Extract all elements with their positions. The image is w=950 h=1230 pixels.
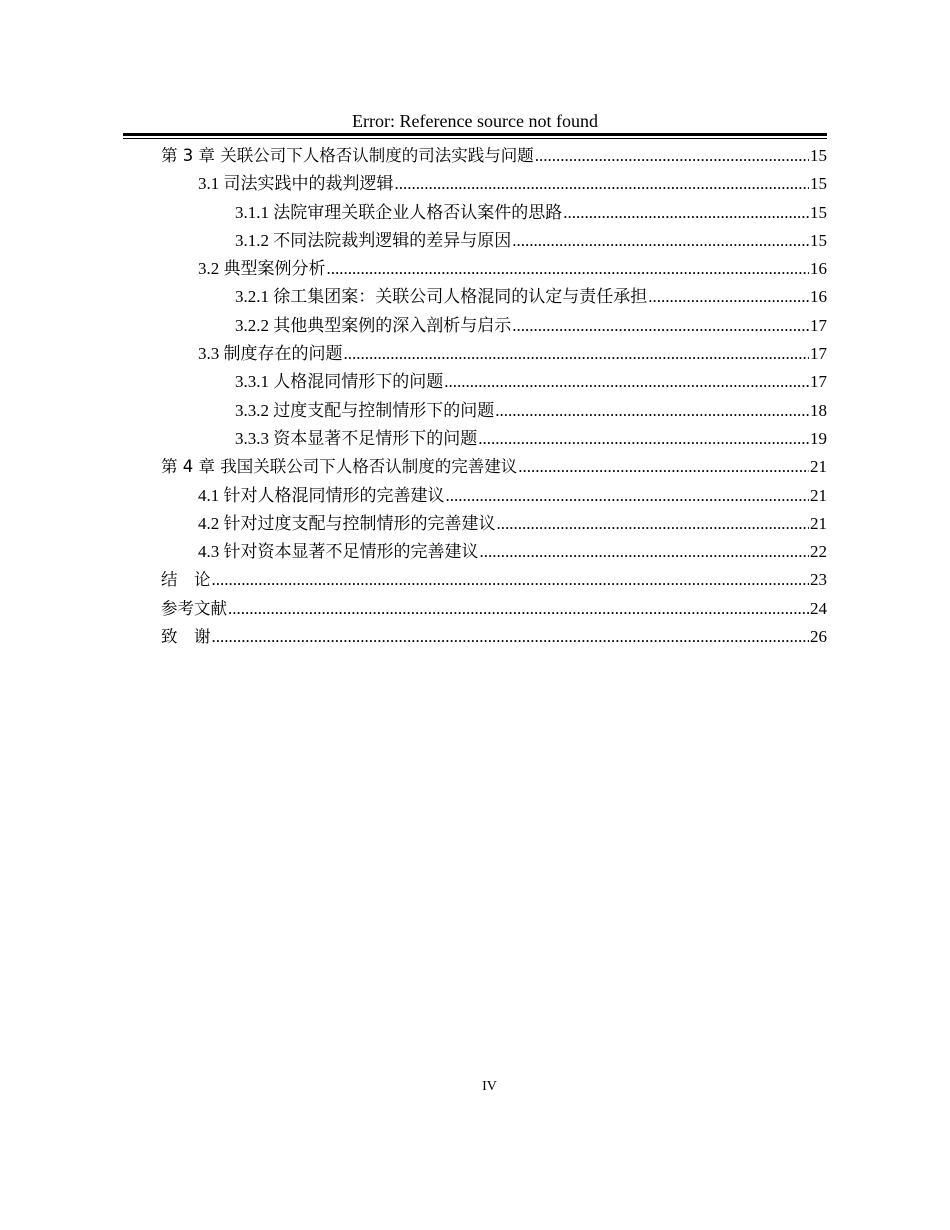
toc-entry-page: 21 [810, 485, 827, 505]
toc-entry-page: 15 [810, 174, 827, 194]
header-rule-thick [123, 133, 827, 136]
toc-entry[interactable] [161, 510, 827, 538]
toc-entry-title: 3.2.2 其他典型案例的深入剖析与启示 [235, 315, 512, 335]
toc-dot-leader [518, 453, 809, 481]
toc-entry-title: 3.3.3 资本显著不足情形下的问题 [235, 428, 478, 448]
toc-dot-leader [480, 538, 810, 566]
toc-entry-title: 结 论 [161, 570, 211, 590]
toc-dot-leader [495, 397, 809, 425]
toc-entry-title: 3.2.1 徐工集团案：关联公司人格混同的认定与责任承担 [235, 287, 648, 307]
toc-entry-page: 15 [810, 146, 827, 165]
toc-entry[interactable] [161, 623, 827, 651]
toc-entry-title: 3.3 制度存在的问题 [198, 344, 343, 364]
toc-entry-page: 15 [810, 230, 827, 250]
toc-entry[interactable] [161, 199, 827, 227]
toc-entry-title: 3.1.2 不同法院裁判逻辑的差异与原因 [235, 230, 512, 250]
toc-dot-leader [344, 340, 810, 368]
toc-entry-page: 17 [810, 372, 827, 392]
toc-entry-page: 18 [810, 400, 827, 420]
toc-entry-page: 24 [810, 598, 827, 618]
toc-dot-leader [478, 425, 809, 453]
toc-entry[interactable] [161, 170, 827, 198]
toc-dot-leader [228, 595, 809, 623]
toc-dot-leader [535, 142, 809, 170]
header-rule-thin [123, 138, 827, 139]
toc-entry[interactable] [161, 595, 827, 623]
toc-entry[interactable] [161, 368, 827, 396]
toc-entry[interactable] [161, 142, 827, 170]
toc-entry[interactable] [161, 566, 827, 594]
toc-dot-leader [648, 283, 809, 311]
toc-entry-title: 3.2 典型案例分析 [198, 259, 326, 279]
toc-entry-page: 16 [810, 287, 827, 307]
toc-dot-leader [512, 227, 809, 255]
page-number: IV [482, 1079, 497, 1094]
page-header: Error: Reference source not found [352, 111, 598, 131]
toc-entry-page: 17 [810, 344, 827, 364]
toc-dot-leader [563, 199, 809, 227]
toc-dot-leader [497, 510, 810, 538]
toc-entry[interactable] [161, 482, 827, 510]
toc-entry-title: 3.3.1 人格混同情形下的问题 [235, 372, 444, 392]
toc-entry[interactable] [161, 340, 827, 368]
toc-entry-page: 21 [810, 457, 827, 477]
toc-entry-page: 16 [810, 259, 827, 279]
toc-entry-title: 第 3 章 关联公司下人格否认制度的司法实践与问题 [161, 146, 534, 165]
toc-entry-page: 23 [810, 570, 827, 590]
toc-entry[interactable] [161, 227, 827, 255]
table-of-contents [161, 142, 827, 651]
toc-entry-page: 19 [810, 428, 827, 448]
toc-dot-leader [327, 255, 810, 283]
toc-entry-page: 26 [810, 627, 827, 647]
toc-entry[interactable] [161, 312, 827, 340]
toc-entry-title: 4.2 针对过度支配与控制情形的完善建议 [198, 513, 496, 533]
toc-entry[interactable] [161, 397, 827, 425]
toc-dot-leader [212, 623, 810, 651]
toc-entry-page: 15 [810, 202, 827, 222]
toc-entry-title: 3.1 司法实践中的裁判逻辑 [198, 174, 394, 194]
toc-entry[interactable] [161, 425, 827, 453]
toc-dot-leader [395, 170, 810, 198]
toc-entry[interactable] [161, 453, 827, 481]
toc-dot-leader [212, 566, 810, 594]
toc-entry-title: 第 4 章 我国关联公司下人格否认制度的完善建议 [161, 457, 518, 477]
toc-dot-leader [512, 312, 809, 340]
toc-dot-leader [444, 368, 809, 396]
toc-entry-title: 参考文献 [161, 598, 227, 618]
toc-entry-page: 22 [810, 542, 827, 562]
toc-entry-page: 17 [810, 315, 827, 335]
toc-entry[interactable] [161, 283, 827, 311]
toc-entry-title: 4.1 针对人格混同情形的完善建议 [198, 485, 445, 505]
toc-entry-title: 3.1.1 法院审理关联企业人格否认案件的思路 [235, 202, 563, 222]
toc-dot-leader [446, 482, 810, 510]
toc-entry[interactable] [161, 538, 827, 566]
toc-entry[interactable] [161, 255, 827, 283]
toc-entry-page: 21 [810, 513, 827, 533]
toc-entry-title: 3.3.2 过度支配与控制情形下的问题 [235, 400, 495, 420]
toc-entry-title: 4.3 针对资本显著不足情形的完善建议 [198, 542, 479, 562]
toc-entry-title: 致 谢 [161, 627, 211, 647]
